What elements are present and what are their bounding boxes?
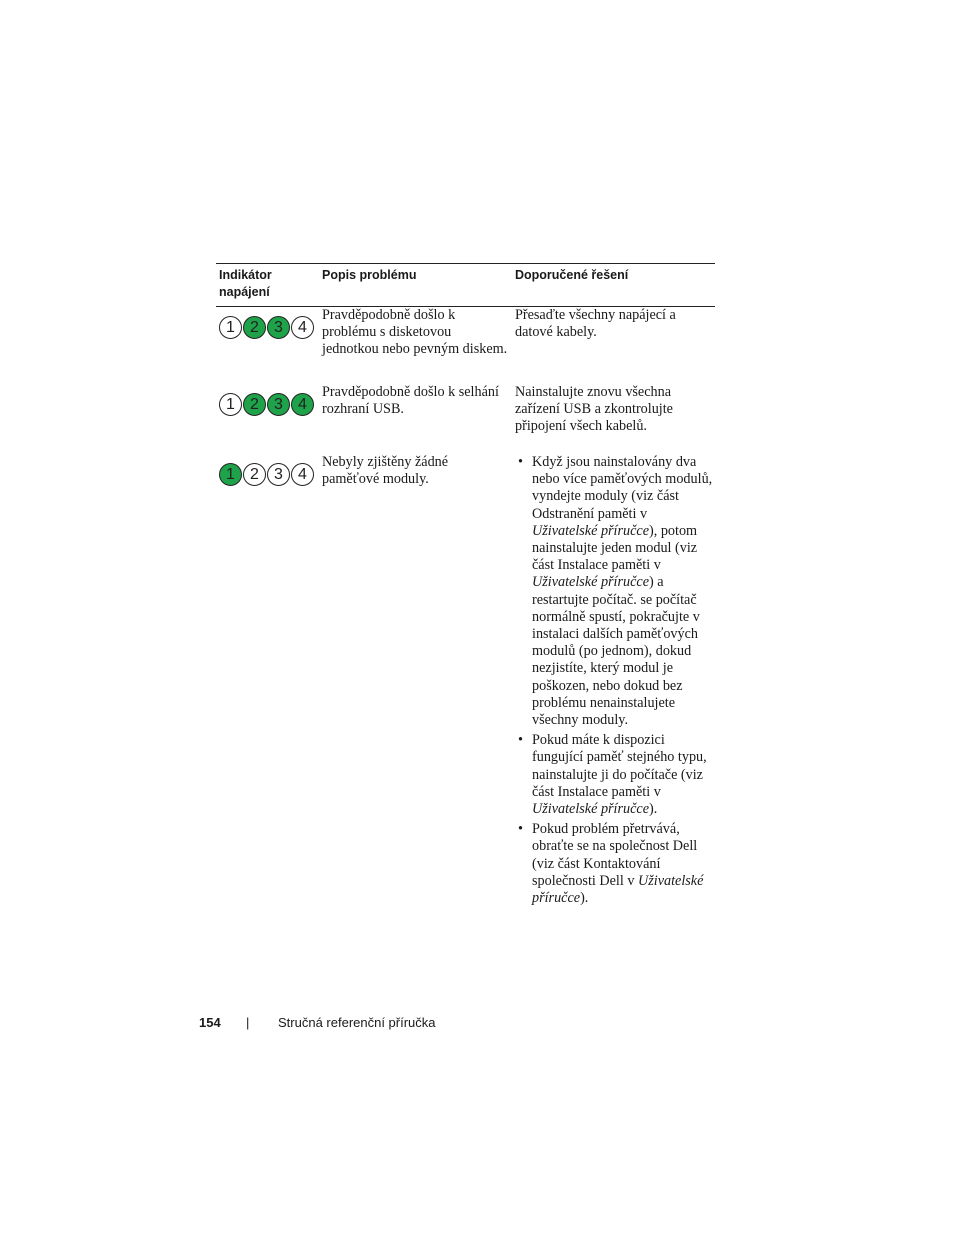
power-indicator-leds: [219, 393, 314, 416]
page-number: 154: [199, 1015, 221, 1030]
diagnostic-table: [216, 263, 715, 907]
list-item: [515, 732, 715, 818]
list-item: [515, 821, 715, 907]
italic-reference: Uživatelské příručce: [532, 872, 704, 907]
power-indicator-leds: [219, 463, 314, 486]
italic-reference: Uživatelské příručce: [532, 522, 650, 539]
header-solution: Doporučené řešení: [515, 268, 629, 282]
led-1-icon: 1: [219, 463, 242, 486]
power-indicator-leds: [219, 316, 314, 339]
table-row: [216, 384, 715, 452]
led-1-icon: 1: [219, 393, 242, 416]
problem-description: Pravděpodobně došlo k problému s disketovou jednotkou nebo pevným diskem.: [322, 307, 508, 358]
bullet-text: [532, 732, 707, 817]
recommended-solution: Přesaďte všechny napájecí a datové kabely.: [515, 307, 676, 341]
text-segment: Když jsou nainstalovány dva nebo více paměťových modulů, vyndejte moduly (viz část Odstranění paměti v: [532, 454, 713, 522]
problem-description: Pravděpodobně došlo k selhání rozhraní USB.: [322, 384, 499, 418]
led-2-icon: 2: [243, 316, 266, 339]
led-3-icon: 3: [267, 393, 290, 416]
text-segment: Pokud máte k dispozici fungující paměť stejného typu, nainstalujte ji do počítače (viz část Instalace paměti v: [532, 732, 707, 800]
text-segment: ), potom nainstalujte jeden modul (viz část Instalace paměti v: [532, 522, 698, 574]
italic-reference: Uživatelské příručce: [532, 574, 650, 591]
led-1-icon: 1: [219, 316, 242, 339]
led-2-icon: 2: [243, 393, 266, 416]
table-row: [216, 454, 715, 922]
list-item: [515, 454, 715, 729]
table-row: [216, 307, 715, 385]
led-4-icon: 4: [291, 316, 314, 339]
text-segment: ).: [649, 801, 658, 818]
led-3-icon: 3: [267, 316, 290, 339]
header-description: Popis problému: [322, 268, 417, 282]
header-indicator: Indikátor napájení: [219, 268, 272, 299]
recommended-solution: Nainstalujte znovu všechna zařízení USB a zkontrolujte připojení všech kabelů.: [515, 384, 673, 435]
problem-description: Nebyly zjištěny žádné paměťové moduly.: [322, 454, 449, 488]
led-3-icon: 3: [267, 463, 290, 486]
text-segment: ) a restartujte počítač. se počítač normálně spustí, pokračujte v instalaci dalších paměťových modulů (po jednom), dokud nezjistíte, který modul je poškozen, nebo dokud bez problému nenainstalujete všechny moduly.: [532, 574, 700, 729]
bullet-text: [532, 821, 703, 906]
bullet-icon: •: [518, 454, 523, 470]
footer-title: Stručná referenční příručka: [278, 1015, 436, 1030]
text-segment: Pokud problém přetrvává, obraťte se na společnost Dell (viz část Kontaktování společnosti Dell v: [532, 821, 698, 889]
italic-reference: Uživatelské příručce: [532, 801, 650, 818]
text-segment: ).: [580, 890, 589, 907]
solution-bullet-list: [515, 454, 715, 910]
bullet-icon: •: [518, 732, 523, 749]
led-4-icon: 4: [291, 463, 314, 486]
bullet-icon: •: [518, 821, 523, 838]
footer-separator: |: [246, 1015, 250, 1030]
led-2-icon: 2: [243, 463, 266, 486]
led-4-icon: 4: [291, 393, 314, 416]
table-header: [216, 263, 715, 307]
bullet-text: [532, 454, 712, 728]
